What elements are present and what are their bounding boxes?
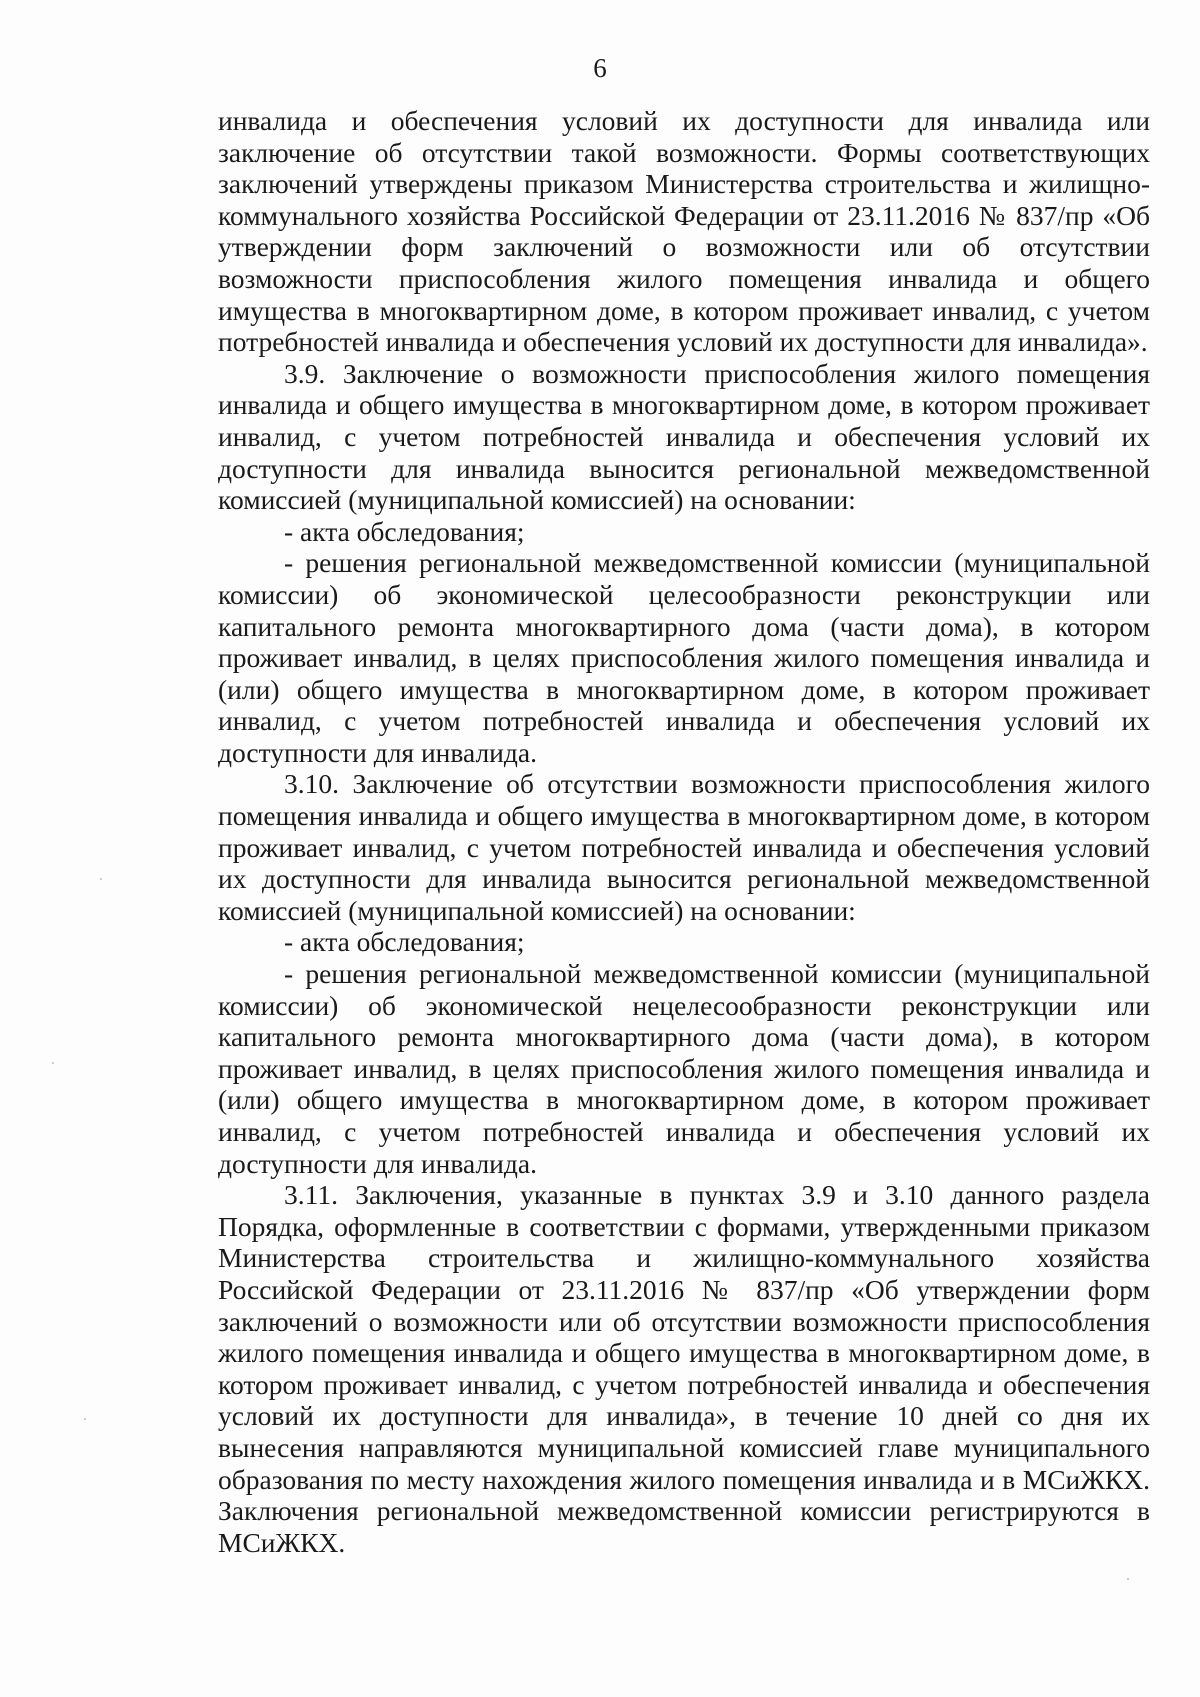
list-item-decision-3-9: - решения региональной межведомственной комиссии (муниципальной комиссии) об экономической целесообразности реконструкции или капитального ремонта многоквартирного дома (части дома), в котором проживает инвалид, в целях приспособления жилого помещения инвалида и (или) общего имущества в многоквартирном доме, в котором проживает инвалид, с учетом потребностей инвалида и обеспечения условий их доступности для инвалида. [218,547,1150,768]
scan-speck [52,1062,54,1064]
scan-speck [1127,1578,1129,1580]
list-item-act-3-10: - акта обследования; [284,926,525,958]
list-item-decision-3-10: - решения региональной межведомственной комиссии (муниципальной комиссии) об экономической нецелесообразности реконструкции или капитального ремонта многоквартирного дома (части дома), в котором проживает инвалид, в целях приспособления жилого помещения инвалида и (или) общего имущества в многоквартирном доме, в котором проживает инвалид, с учетом потребностей инвалида и обеспечения условий их доступности для инвалида. [218,958,1150,1179]
scan-speck [100,878,102,880]
scan-speck [84,1418,86,1420]
paragraph-continuation: инвалида и обеспечения условий их доступности для инвалида или заключение об отсутствии такой возможности. Формы соответствующих заключений утверждены приказом Министерства строительства и жилищно-коммунального хозяйства Российской Федерации от 23.11.2016 № 837/пр «Об утверждении форм заключений о возможности или об отсутствии возможности приспособления жилого помещения инвалида и общего имущества в многоквартирном доме, в котором проживает инвалид, с учетом потребностей инвалида и обеспечения условий их доступности для инвалида». [218,105,1150,358]
document-body [218,105,1150,1558]
paragraph-3-9: 3.9. Заключение о возможности приспособления жилого помещения инвалида и общего имущества в многоквартирном доме, в котором проживает инвалид, с учетом потребностей инвалида и обеспечения условий их доступности для инвалида выносится региональной межведомственной комиссией (муниципальной комиссией) на основании: [218,357,1150,516]
page-number: 6 [593,53,607,83]
paragraph-3-11: 3.11. Заключения, указанные в пунктах 3.9 и 3.10 данного раздела Порядка, оформленные в соответствии с формами, утвержденными приказом Министерства строительства и жилищно-коммунального хозяйства Российской Федерации от 23.11.2016 № 837/пр «Об утверждении форм заключений о возможности или об отсутствии возможности приспособления жилого помещения инвалида и общего имущества в многоквартирном доме, в котором проживает инвалид, с учетом потребностей инвалида и обеспечения условий их доступности для инвалида», в течение 10 дней со дня их вынесения направляются муниципальной комиссией главе муниципального образования по месту нахождения жилого помещения инвалида и в МСиЖКХ. Заключения региональной межведомственной комиссии регистрируются в МСиЖКХ. [218,1179,1150,1558]
paragraph-3-10: 3.10. Заключение об отсутствии возможности приспособления жилого помещения инвалида и общего имущества в многоквартирном доме, в котором проживает инвалид, с учетом потребностей инвалида и обеспечения условий их доступности для инвалида выносится региональной межведомственной комиссией (муниципальной комиссией) на основании: [218,768,1150,926]
list-item-act-3-9: - акта обследования; [284,515,525,547]
